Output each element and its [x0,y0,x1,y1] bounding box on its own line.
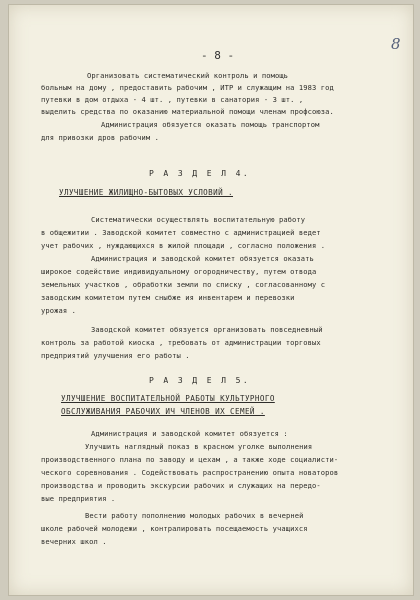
text-line: Организовать систематический контроль и помощь [87,71,289,80]
text-line: Администрация обязуется оказать помощь транспортом [101,120,320,129]
section-heading: Р А З Д Е Л 5. [149,376,251,385]
text-line: для привозки дров рабочим . [41,133,160,142]
text-line: Администрация и заводской комитет обязуется оказать [91,254,314,263]
text-line: Администрация и заводской комитет обязуется : [91,429,288,438]
text-line: производства и проводить экскурсии рабочих и служащих на передо- [41,481,321,490]
text-line: производственного плана по заводу и цехам , а также ходе социалисти- [41,455,339,464]
section-title: УЛУЧШЕНИЕ ВОСПИТАТЕЛЬНОЙ РАБОТЫ КУЛЬТУРНОГО [61,394,275,403]
section-title: УЛУЧШЕНИЕ ЖИЛИЩНО-БЫТОВЫХ УСЛОВИЙ . [59,188,234,197]
text-line: Улучшить наглядный показ в красном уголке выполнения [85,442,313,451]
handwritten-page-number: 8 [391,35,401,53]
text-line: вые предприятия . [41,494,116,503]
text-line: выделить средства по оказанию материальной помощи членам профсоюза. [41,107,334,116]
document-page [8,4,414,596]
text-line: заводским комитетом путем сныбже ия инвентарем и перевозки [41,293,295,302]
text-line: Заводской комитет обязуется организовать повседневный [91,325,323,334]
section-heading: Р А З Д Е Л 4. [149,169,251,178]
section-title: ОБСЛУЖИВАНИЯ РАБОЧИХ ИЧ ЧЛЕНОВ ИХ СЕМЕЙ . [61,407,265,416]
page-number: - 8 - [201,49,235,62]
text-line: земельных участков , обработки земли по списку , согласованному с [41,280,326,289]
text-line: предприятий улучшения его работы . [41,351,190,360]
text-line: широкое содействие индивидуальному огородничеству, путем отвода [41,267,317,276]
text-line: контроль за работой киоска , требовать от администрации торговых [41,338,321,347]
text-line: урожая . [41,306,76,315]
text-line: вечерних школ . [41,537,107,546]
text-line: ческого соревнования . Содействовать распространению опыта новаторов [41,468,339,477]
text-line: Вести работу пополнению молодых рабочих в вечерней [85,511,304,520]
text-line: больным на дому , предоставить рабочим , ИТР и служащим на 1983 год [41,83,334,92]
text-line: путевки в дом отдыха - 4 шт. , путевки в санатория - 3 шт. , [41,95,304,104]
text-line: учет рабочих , нуждающихся в жилой площади , согласно положения . [41,241,326,250]
text-line: школе рабочей молодежи , контралировать посещаемость учащихся [41,524,308,533]
text-line: в общежитии . Заводской комитет совместно с администрацией ведет [41,228,321,237]
text-line: Систематически осуществлять воспитательную работу [91,215,306,224]
